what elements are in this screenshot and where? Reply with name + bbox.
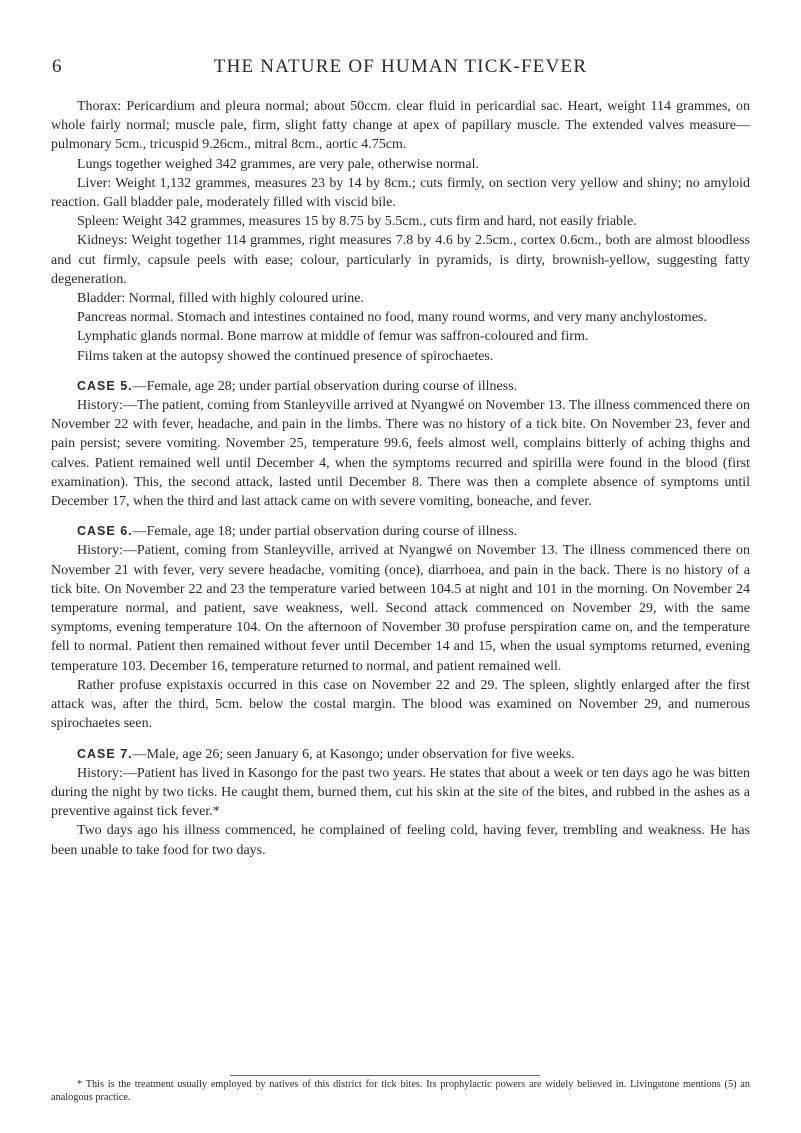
page-header — [52, 56, 749, 82]
body-paragraph — [51, 821, 750, 859]
body-paragraph — [51, 155, 750, 174]
paragraph-text: —Male, age 26; seen January 6, at Kasongo; under observation for five weeks. — [132, 746, 575, 762]
paragraph-text: Thorax: Pericardium and pleura normal; about 50ccm. clear fluid in pericardial sac. Heart, weight 114 grammes, on whole fairly normal; muscle pale, firm, slight fatty change at apex of papillary muscle. The extended valves measure—pulmonary 5cm., tricuspid 9.26cm., mitral 8cm., aortic 4.75cm. — [51, 99, 750, 153]
body-paragraph — [51, 174, 750, 212]
case-heading-paragraph — [51, 745, 750, 764]
paragraph-text: —Female, age 18; under partial observation during course of illness. — [132, 524, 518, 540]
body-paragraph — [51, 541, 750, 675]
running-title: THE NATURE OF HUMAN TICK-FEVER — [213, 56, 588, 77]
paragraph-text: Films taken at the autopsy showed the continued presence of spirochaetes. — [77, 348, 494, 364]
body-paragraph — [51, 676, 750, 734]
paragraph-text: History:—Patient has lived in Kasongo for the past two years. He states that about a week or ten days ago he was bitten during the night by two ticks. He caught them, burned them, cut his skin at the site of the bites, and rubbed in the ashes as a preventive against tick fever.* — [51, 765, 750, 820]
paragraph-text: Bladder: Normal, filled with highly coloured urine. — [77, 291, 364, 307]
footnote-divider — [230, 1075, 540, 1076]
body-paragraph — [51, 97, 750, 155]
paragraph-text: Rather profuse expistaxis occurred in this case on November 22 and 29. The spleen, slightly enlarged after the first attack was, after the third, 5cm. below the costal margin. The blood was examined on November 29, and numerous spirochaetes seen. — [51, 677, 750, 732]
footnote — [51, 1078, 750, 1104]
case-heading-paragraph — [51, 522, 750, 541]
case-label: CASE 6. — [77, 524, 133, 539]
paragraph-text: History:—The patient, coming from Stanleyville arrived at Nyangwé on November 13. The illness commenced there on November 22 with fever, headache, and pain in the limbs. There was no history of a tick bite. On November 23, fever and pain persist; severe vomiting. November 25, temperature 99.6, feels almost well, complains bitterly of aching thighs and calves. Patient remained well until December 4, when the symptoms recurred and spirilla were found in the blood (first examination). This, the second attack, lasted until December 8. There was then a complete absence of symptoms until December 17, when the third and last attack came on with severe vomiting, boneache, and fever. — [51, 398, 750, 510]
body-paragraph — [51, 231, 750, 289]
paragraph-text: Lymphatic glands normal. Bone marrow at middle of femur was saffron-coloured and firm. — [77, 329, 589, 345]
case-heading-paragraph — [51, 377, 750, 396]
case-label: CASE 7. — [77, 746, 133, 761]
paragraph-text: Two days ago his illness commenced, he complained of feeling cold, having fever, trembling and weakness. He has been unable to take food for two days. — [51, 823, 750, 858]
body-paragraph — [51, 308, 750, 327]
paragraph-text: Lungs together weighed 342 grammes, are very pale, otherwise normal. — [77, 156, 479, 172]
body-paragraph — [51, 347, 750, 366]
page-number: 6 — [52, 56, 62, 77]
body-paragraph — [51, 212, 750, 231]
body-paragraph — [51, 327, 750, 346]
body-text — [51, 97, 750, 860]
footnote-text: * This is the treatment usually employed by natives of this district for tick bites. Its prophylactic powers are widely believed in. Livingstone mentions (5) an analogous practice. — [51, 1079, 750, 1103]
body-paragraph — [51, 289, 750, 308]
body-paragraph — [51, 396, 750, 511]
paragraph-text: Liver: Weight 1,132 grammes, measures 23 by 14 by 8cm.; cuts firmly, on section very yellow and shiny; no amyloid reaction. Gall bladder pale, moderately filled with viscid bile. — [51, 175, 750, 211]
case-label: CASE 5. — [77, 378, 133, 393]
paragraph-text: Spleen: Weight 342 grammes, measures 15 by 8.75 by 5.5cm., cuts firm and hard, not easily friable. — [77, 214, 637, 230]
paragraph-text: —Female, age 28; under partial observation during course of illness. — [132, 378, 518, 394]
paragraph-text: History:—Patient, coming from Stanleyville, arrived at Nyangwé on November 13. The illness commenced there on November 21 with fever, very severe headache, vomiting (once), diarrhoea, and pain in the back. There is no history of a tick bite. On November 22 and 23 the temperature varied between 104.5 at night and 101 in the morning. On November 24 temperature normal, and patient, save weakness, well. Second attack commenced on November 29, with the same symptoms, evening temperature 104. On the afternoon of November 30 profuse perspiration came on, and the temperature fell to normal. Patient then remained without fever until December 14 and 15, when the usual symptoms returned, evening temperature 103. December 16, temperature returned to normal, and patient remained well. — [51, 543, 750, 674]
paragraph-text: Pancreas normal. Stomach and intestines contained no food, many round worms, and very many anchylostomes. — [77, 310, 707, 326]
paragraph-text: Kidneys: Weight together 114 grammes, right measures 7.8 by 4.6 by 2.5cm., cortex 0.6cm., both are almost bloodless and cut firmly, capsule peels with ease; colour, particularly in pyramids, is dirty, brownish-yellow, suggesting fatty degeneration. — [51, 233, 750, 287]
body-paragraph — [51, 764, 750, 822]
